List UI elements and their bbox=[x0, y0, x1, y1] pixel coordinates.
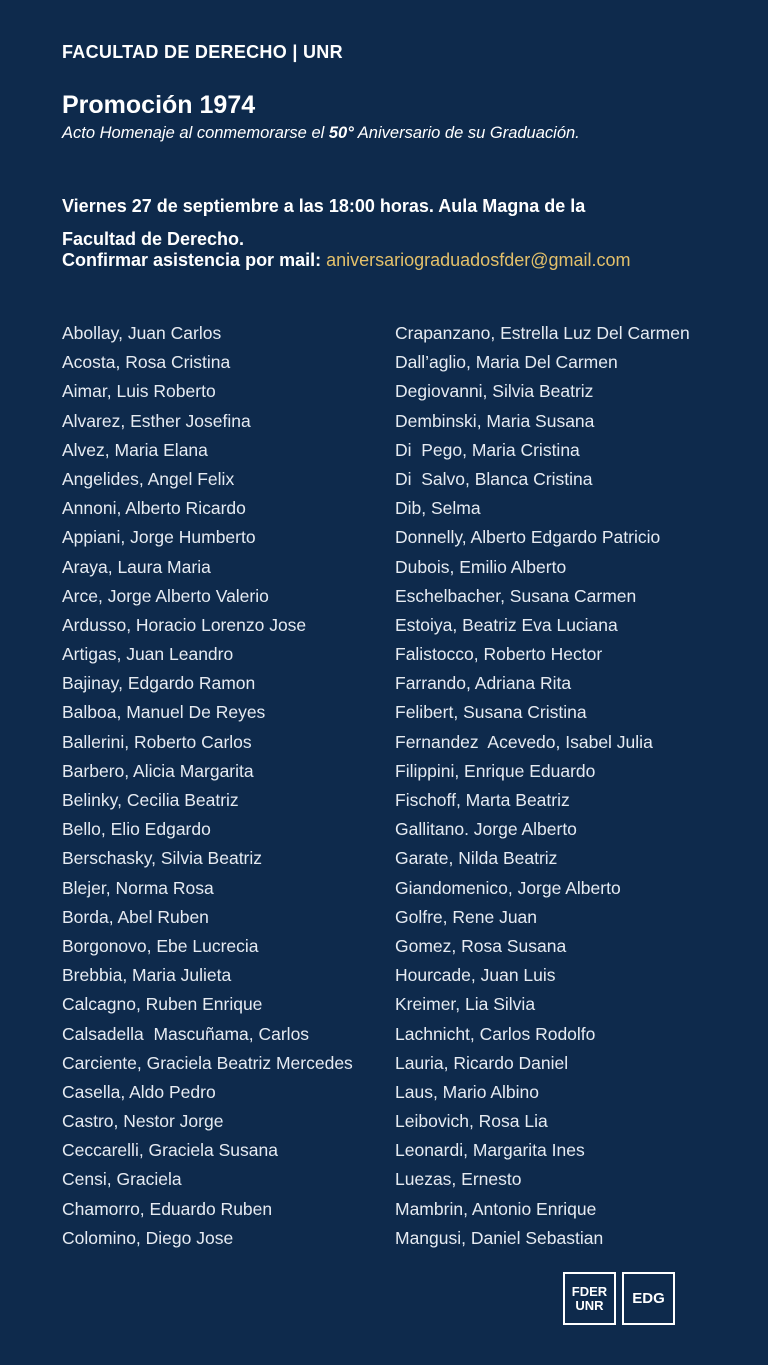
graduate-name: Filippini, Enrique Eduardo bbox=[395, 760, 596, 781]
graduate-name: Lachnicht, Carlos Rodolfo bbox=[395, 1023, 596, 1044]
graduate-name: Appiani, Jorge Humberto bbox=[62, 527, 256, 548]
graduate-name: Bajinay, Edgardo Ramon bbox=[62, 673, 256, 694]
graduate-name: Fischoff, Marta Beatriz bbox=[395, 790, 570, 810]
graduate-name: Calcagno, Ruben Enrique bbox=[62, 994, 263, 1015]
graduate-name: Balboa, Manuel De Reyes bbox=[62, 702, 266, 723]
rsvp-email-link[interactable]: aniversariograduadosfder@gmail.com bbox=[326, 250, 631, 270]
graduate-name: Casella, Aldo Pedro bbox=[62, 1081, 216, 1102]
graduate-name: Acosta, Rosa Cristina bbox=[62, 352, 231, 373]
graduate-name: Leibovich, Rosa Lia bbox=[395, 1111, 548, 1132]
graduate-name: Estoiya, Beatriz Eva Luciana bbox=[395, 614, 618, 635]
fder-unr-logo bbox=[563, 1272, 616, 1325]
graduates-list-right bbox=[395, 319, 690, 1253]
graduate-name: Blejer, Norma Rosa bbox=[62, 877, 214, 898]
graduate-name: Brebbia, Maria Julieta bbox=[62, 965, 232, 986]
graduate-name: Abollay, Juan Carlos bbox=[62, 323, 222, 343]
graduate-name: Farrando, Adriana Rita bbox=[395, 673, 572, 694]
graduate-name: Colomino, Diego Jose bbox=[62, 1227, 234, 1248]
graduate-name: Ballerini, Roberto Carlos bbox=[62, 731, 252, 752]
graduate-name: Di Pego, Maria Cristina bbox=[395, 439, 580, 460]
graduate-name: Castro, Nestor Jorge bbox=[62, 1111, 224, 1132]
graduate-name: Felibert, Susana Cristina bbox=[395, 702, 587, 723]
graduate-name: Belinky, Cecilia Beatriz bbox=[62, 790, 239, 810]
graduate-name: Leonardi, Margarita Ines bbox=[395, 1140, 585, 1161]
graduate-name: Araya, Laura Maria bbox=[62, 556, 211, 577]
graduates-list-left bbox=[62, 319, 353, 1253]
graduate-name: Borgonovo, Ebe Lucrecia bbox=[62, 935, 259, 956]
graduate-name: Giandomenico, Jorge Alberto bbox=[395, 877, 621, 898]
page-title: Promoción 1974 bbox=[62, 91, 256, 119]
graduate-name: Hourcade, Juan Luis bbox=[395, 965, 556, 986]
graduate-name: Ardusso, Horacio Lorenzo Jose bbox=[62, 614, 307, 635]
graduate-name: Barbero, Alicia Margarita bbox=[62, 760, 254, 781]
graduate-name: Dall’aglio, Maria Del Carmen bbox=[395, 352, 618, 373]
graduate-name: Laus, Mario Albino bbox=[395, 1081, 539, 1102]
graduate-name: Gallitano. Jorge Alberto bbox=[395, 819, 577, 840]
subtitle-anniversary: 50° bbox=[328, 124, 354, 142]
graduate-name: Carciente, Graciela Beatriz Mercedes bbox=[62, 1052, 353, 1073]
graduate-name: Degiovanni, Silvia Beatriz bbox=[395, 381, 594, 402]
rsvp-line bbox=[62, 250, 631, 271]
graduate-name: Artigas, Juan Leandro bbox=[62, 644, 234, 665]
graduate-name: Dubois, Emilio Alberto bbox=[395, 556, 567, 577]
graduate-name: Annoni, Alberto Ricardo bbox=[62, 498, 246, 519]
graduate-name: Golfre, Rene Juan bbox=[395, 906, 538, 927]
graduate-name: Alvez, Maria Elana bbox=[62, 439, 208, 460]
graduate-name: Arce, Jorge Alberto Valerio bbox=[62, 585, 269, 606]
graduate-name: Garate, Nilda Beatriz bbox=[395, 848, 558, 869]
subtitle-text-end: Aniversario de su Graduación. bbox=[353, 124, 580, 142]
graduate-name: Di Salvo, Blanca Cristina bbox=[395, 468, 593, 489]
graduate-name: Falistocco, Roberto Hector bbox=[395, 644, 603, 665]
graduate-name: Ceccarelli, Graciela Susana bbox=[62, 1140, 278, 1161]
graduate-name: Crapanzano, Estrella Luz Del Carmen bbox=[395, 323, 690, 343]
graduate-name: Calsadella Mascuñama, Carlos bbox=[62, 1023, 310, 1044]
edg-logo-text: EDG bbox=[632, 1289, 665, 1307]
graduate-name: Mambrin, Antonio Enrique bbox=[395, 1198, 597, 1219]
subtitle bbox=[62, 124, 580, 143]
graduate-name: Mangusi, Daniel Sebastian bbox=[395, 1227, 604, 1248]
unr-logo-text: UNR bbox=[575, 1297, 604, 1313]
fder-logo-text: FDER bbox=[571, 1283, 608, 1299]
graduate-name: Censi, Graciela bbox=[62, 1169, 182, 1190]
graduate-name: Dembinski, Maria Susana bbox=[395, 410, 595, 431]
graduate-name: Luezas, Ernesto bbox=[395, 1169, 522, 1190]
graduate-name: Kreimer, Lia Silvia bbox=[395, 994, 536, 1015]
graduate-name: Fernandez Acevedo, Isabel Julia bbox=[395, 731, 653, 752]
graduate-name: Bello, Elio Edgardo bbox=[62, 819, 211, 840]
subtitle-text-start: Acto Homenaje al conmemorarse el bbox=[62, 124, 329, 142]
logos bbox=[563, 1272, 675, 1325]
graduate-name: Lauria, Ricardo Daniel bbox=[395, 1052, 569, 1073]
graduate-name: Borda, Abel Ruben bbox=[62, 906, 209, 927]
organization-header: FACULTAD DE DERECHO | UNR bbox=[62, 42, 343, 62]
event-details: Viernes 27 de septiembre a las 18:00 horas. Aula Magna de la Facultad de Derecho. bbox=[62, 196, 586, 249]
edg-logo bbox=[622, 1272, 675, 1325]
graduate-name: Angelides, Angel Felix bbox=[62, 468, 235, 489]
graduate-name: Berschasky, Silvia Beatriz bbox=[62, 848, 263, 869]
graduate-name: Eschelbacher, Susana Carmen bbox=[395, 585, 637, 606]
graduate-name: Aimar, Luis Roberto bbox=[62, 381, 216, 402]
graduate-name: Chamorro, Eduardo Ruben bbox=[62, 1198, 273, 1219]
graduate-name: Alvarez, Esther Josefina bbox=[62, 410, 251, 431]
graduate-name: Dib, Selma bbox=[395, 498, 481, 519]
graduate-name: Gomez, Rosa Susana bbox=[395, 935, 567, 956]
graduate-name: Donnelly, Alberto Edgardo Patricio bbox=[395, 527, 661, 548]
rsvp-label: Confirmar asistencia por mail: bbox=[62, 250, 327, 270]
